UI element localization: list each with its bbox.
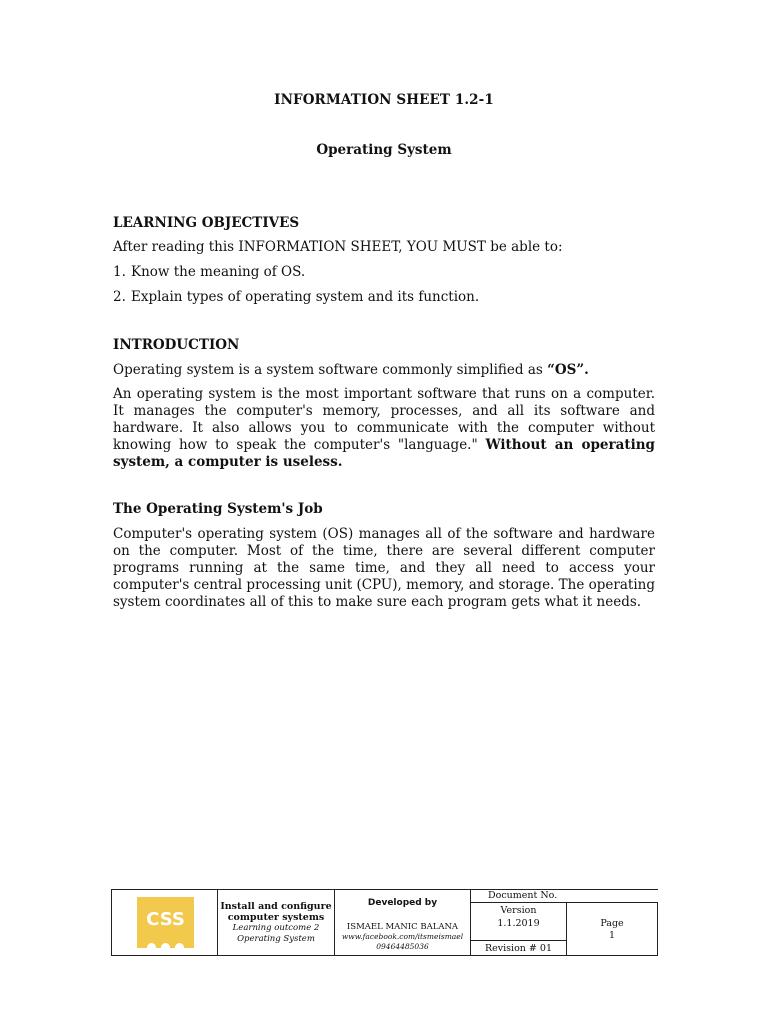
objectives-intro: After reading this INFORMATION SHEET, YOU MUST be able to:: [113, 239, 563, 255]
objective-text: Know the meaning of OS.: [131, 264, 306, 280]
developer-details: [335, 922, 470, 952]
developer-phone: 09464485036: [376, 942, 429, 951]
developer-cell: [335, 890, 471, 955]
course-line-3: Learning outcome 2: [232, 923, 320, 933]
logo-dot-icon: [161, 943, 170, 948]
objective-number: 1.: [113, 264, 126, 280]
job-paragraph: Computer's operating system (OS) manages all of the software and hardware on the computer. Most of the time, there are several different computer programs running at the same time, and they all need to access your computer's central processing unit (CPU), memory, and storage. The operating system coordinates all of this to make sure each program gets what it needs.: [113, 526, 655, 610]
course-line-2: computer systems: [227, 912, 325, 923]
sheet-subtitle: Operating System: [316, 142, 452, 158]
logo-cell: [112, 890, 218, 955]
css-logo: [137, 897, 194, 948]
job-heading: The Operating System's Job: [113, 501, 323, 517]
logo-text: CSS: [146, 909, 185, 930]
developer-name: ISMAEL MANIC BALANA: [346, 922, 459, 932]
course-cell: [218, 890, 335, 955]
revision-label: Revision # 01: [471, 940, 566, 956]
introduction-heading: INTRODUCTION: [113, 337, 240, 353]
developer-url: www.facebook.com/itsmeismael: [341, 932, 464, 941]
page-cell: [567, 890, 657, 955]
document-cell: [471, 890, 567, 955]
introduction-p1-text: Operating system is a system software commonly simplified as: [113, 362, 548, 378]
page-number: 1: [608, 930, 616, 941]
version-label: Version: [500, 905, 537, 916]
objective-item: [113, 289, 655, 306]
version-block: [471, 904, 566, 930]
course-line-4: Operating System: [237, 934, 315, 944]
objective-number: 2.: [113, 289, 126, 305]
objective-text: Explain types of operating system and its function.: [131, 289, 480, 305]
introduction-paragraph-2: [113, 386, 655, 471]
logo-dot-icon: [147, 943, 156, 948]
developed-by-label: Developed by: [367, 898, 438, 908]
page-label: Page: [600, 918, 624, 929]
footer-table: [111, 889, 658, 956]
introduction-p1-bold: “OS”.: [547, 362, 589, 378]
version-value: 1.1.2019: [497, 918, 540, 929]
course-line-1: Install and configure: [220, 901, 332, 912]
logo-dot-icon: [175, 943, 184, 948]
objectives-heading: LEARNING OBJECTIVES: [113, 215, 300, 231]
objective-item: [113, 264, 655, 281]
sheet-title: INFORMATION SHEET 1.2-1: [274, 92, 494, 108]
introduction-paragraph-1: [113, 362, 655, 379]
introduction-p2-text: An operating system is the most important software that runs on a computer. It manages the computer's memory, processes, and all its software and hardware. It also allows you to communicate with the computer without knowing how to speak the computer's "language.": [113, 386, 655, 453]
introduction-p2-bold: Without an operating system, a computer is useless.: [113, 437, 655, 470]
document-no-label: Document No.: [471, 890, 658, 903]
